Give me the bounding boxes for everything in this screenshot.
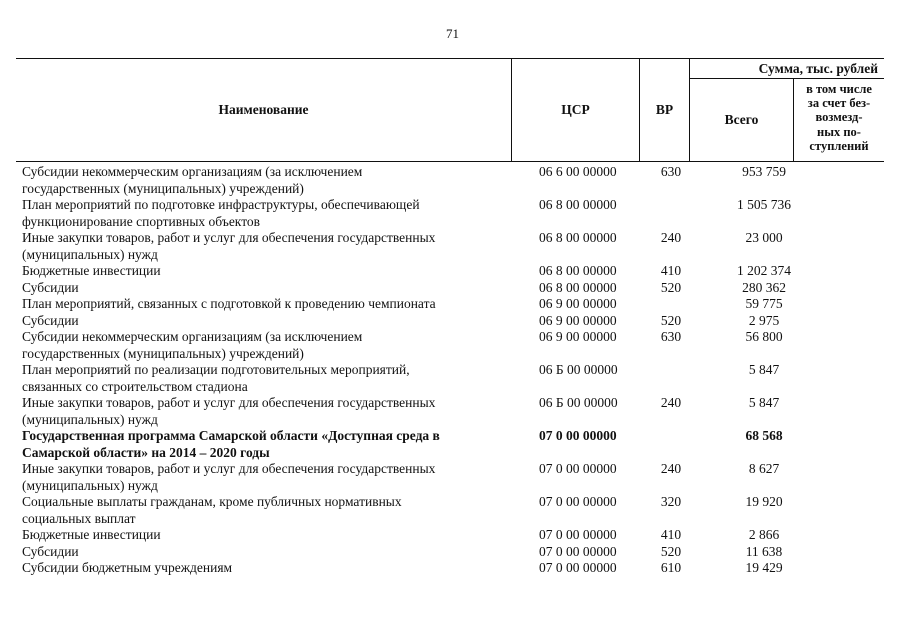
table-row [22,395,882,428]
row-total: 5 847 [748,395,780,410]
table-row [22,494,882,527]
row-total: 59 775 [745,296,783,311]
row-name: План мероприятий по реализации подготовительных мероприятий, связанных со строительством стадиона [22,362,410,394]
row-total: 23 000 [745,230,783,245]
row-csr: 06 9 00 00000 [539,296,617,311]
row-total: 19 429 [745,560,783,575]
row-total: 1 202 374 [737,263,791,278]
row-name: Иные закупки товаров, работ и услуг для обеспечения государственных (муниципальных) нужд [22,461,436,493]
header-csr: ЦСР [512,59,640,161]
row-csr: 06 9 00 00000 [539,329,617,344]
row-csr: 07 0 00 00000 [539,560,617,575]
row-vr: 520 [660,279,682,295]
row-vr: 410 [660,527,682,542]
row-name: Бюджетные инвестиции [22,527,161,542]
table-row [22,263,882,280]
row-name: Субсидии [22,312,79,328]
row-name: Иные закупки товаров, работ и услуг для обеспечения государственных (муниципальных) нужд [22,230,436,262]
table-row [22,313,882,330]
row-vr: 240 [660,230,682,245]
table-row [22,197,882,230]
row-vr: 630 [660,164,682,179]
row-total: 2 975 [748,312,780,328]
row-total: 19 920 [745,494,783,509]
header-sum: Сумма, тыс. рублей [690,59,884,79]
row-csr: 07 0 00 00000 [539,543,617,559]
row-name: Бюджетные инвестиции [22,263,161,278]
header-sum-group [690,59,884,161]
row-csr: 06 8 00 00000 [539,197,617,212]
table-row [22,362,882,395]
row-name: Субсидии [22,279,79,295]
table-row [22,280,882,297]
row-vr: 240 [660,461,682,476]
row-name: Субсидии некоммерческим организациям (за исключением государственных (муниципальных) учреждений) [22,164,363,196]
table-row [22,544,882,561]
table-row [22,527,882,544]
row-vr: 320 [660,494,682,509]
row-total: 5 847 [748,362,780,377]
row-csr: 06 8 00 00000 [539,230,617,245]
row-csr: 06 8 00 00000 [539,263,617,278]
row-name: Субсидии некоммерческим организациям (за исключением государственных (муниципальных) учреждений) [22,329,363,361]
header-name: Наименование [16,59,512,161]
row-name: Субсидии [22,543,79,559]
row-name: План мероприятий, связанных с подготовкой к проведению чемпионата [22,296,436,311]
row-name: Субсидии бюджетным учреждениям [22,560,233,575]
row-name: Иные закупки товаров, работ и услуг для обеспечения государственных (муниципальных) нужд [22,395,436,427]
table-row [22,428,882,461]
row-vr: 610 [660,560,682,575]
row-total: 68 568 [745,428,783,443]
row-csr: 07 0 00 00000 [539,494,617,509]
row-total: 56 800 [745,329,783,344]
row-total: 953 759 [742,164,786,179]
row-vr: 520 [660,543,682,559]
row-csr: 06 6 00 00000 [539,164,617,179]
row-vr: 520 [660,312,682,328]
row-csr: 06 Б 00 00000 [539,395,618,410]
table-row [22,461,882,494]
row-name: Социальные выплаты гражданам, кроме публичных нормативных социальных выплат [22,494,402,526]
row-total: 280 362 [742,279,786,295]
page-number: 71 [446,26,459,41]
table-row [22,560,882,577]
row-vr: 240 [660,395,682,410]
row-csr: 06 Б 00 00000 [539,362,618,377]
row-csr: 06 8 00 00000 [539,279,617,295]
table-row [22,164,882,197]
row-csr: 06 9 00 00000 [539,312,617,328]
row-name: Государственная программа Самарской области «Доступная среда в Самарской области» на 2014 – 2020 годы [22,428,440,460]
row-csr: 07 0 00 00000 [539,461,617,476]
row-csr: 07 0 00 00000 [539,428,617,443]
table-row [22,230,882,263]
row-vr: 630 [660,329,682,344]
header-total: Всего [690,79,794,161]
row-name: План мероприятий по подготовке инфраструктуры, обеспечивающей функционирование спортивных объектов [22,197,420,229]
row-total: 8 627 [748,461,780,476]
table-header [16,58,884,162]
table-row [22,296,882,313]
row-total: 2 866 [748,527,780,542]
header-including: в том числе за счет без- возмезд- ных по- ступлений [806,82,872,153]
table-body [22,164,882,577]
row-total: 11 638 [745,543,783,559]
row-total: 1 505 736 [737,197,791,212]
row-csr: 07 0 00 00000 [539,527,617,542]
table-row [22,329,882,362]
row-vr: 410 [660,263,682,278]
header-vr: ВР [640,59,690,161]
